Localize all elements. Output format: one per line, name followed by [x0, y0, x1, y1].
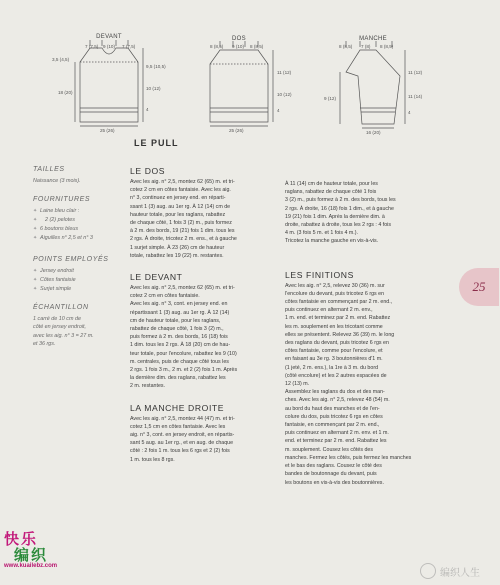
- fournitures-title: FOURNITURES: [33, 195, 91, 203]
- le-devant-title: LE DEVANT: [130, 272, 183, 283]
- text-line: m. centrales, puis de chaque côté tous les: [130, 358, 229, 365]
- fournitures-item: ✦ 2 (2) pelotes: [33, 216, 119, 225]
- text-line: puis formez à 2 m. des bords, 16 (18) fois: [130, 334, 228, 341]
- text-line: répartissant 1 (3) aug. au 1er rg. À 12 (14): [130, 309, 230, 316]
- echantillon-line: côté en jersey endroit,: [33, 324, 87, 331]
- watermark-line2: 编织: [14, 546, 49, 564]
- manche-right-label-3: 4: [408, 110, 411, 115]
- page-heading: LE PULL: [134, 138, 179, 148]
- text-line: Tricotez la manche gauche en vis-à-vis.: [285, 238, 379, 245]
- dos-title: DOS: [232, 36, 246, 42]
- dos-diagram: [210, 41, 273, 126]
- devant-top-label-2: 9 (10): [103, 44, 116, 49]
- dos-top-label-1: 8 (8,5): [210, 44, 224, 49]
- text-line: m. souplement. Cousez les côtés des: [285, 446, 374, 453]
- text-line: rabattez de chaque côté, 1 fois 3 (2) m.,: [130, 326, 224, 333]
- le-devant-text: [130, 284, 270, 391]
- text-line: puis continuez en alternant 2 m. env. et 1 m.: [285, 430, 389, 437]
- manche-continuation-text: [285, 180, 435, 246]
- text-line: hauteur totale, pour les raglans, rabattez: [130, 211, 226, 218]
- echantillon-text: [33, 315, 119, 349]
- echantillon-line: et 36 rgs.: [33, 341, 56, 348]
- text-line: totale, rabattez les 19 (22) m. restantes.: [130, 252, 224, 259]
- text-line: 1 dim. tous les 2 rgs. À 18 (20) cm de hau-: [130, 342, 231, 349]
- text-line: 1 m. end. et terminez par 2 m. end. Rabattez: [285, 315, 391, 322]
- watermark-circle-icon: [420, 563, 436, 579]
- devant-left-label-2: 18 (20): [58, 90, 73, 95]
- points-item: ✦ Côtes fantaisie: [33, 276, 119, 285]
- text-line: elles se présentent. Relevez 36 (39) m. le long: [285, 331, 395, 338]
- text-line: bandes de boutonnage du devant, puis: [285, 471, 377, 478]
- fournitures-item: ✦ Aiguilles n° 2,5 et n° 3: [33, 234, 119, 243]
- text-line: droite, rabattez à droite, tous les 2 rgs : 4 fois: [285, 222, 391, 229]
- text-line: à 2 m. des bords, 19 (21) fois 1 dim. tous les: [130, 228, 235, 235]
- devant-top-label-1: 7 (7,5): [85, 44, 99, 49]
- text-line: les boutons en vis-à-vis des boutonnières.: [285, 479, 384, 486]
- text-line: 2 m. restantes.: [130, 383, 166, 390]
- les-finitions-title: LES FINITIONS: [285, 269, 354, 280]
- page-number-tab: 25: [459, 268, 499, 306]
- right-column: [285, 180, 435, 487]
- text-line: de chaque côté, 1 fois 3 (2) m., puis formez: [130, 220, 232, 227]
- text-line: en faisant au 3e rg. 3 boutonnières d'1 m.: [285, 356, 383, 363]
- manche-top-label-3: 8 (8,5): [380, 44, 394, 49]
- le-dos-title: LE DOS: [130, 166, 166, 176]
- text-line: Avec les aig. n° 2,5, montez 44 (47) m. et tri-: [130, 415, 235, 422]
- devant-right-label-1: 9,5 (10,5): [146, 64, 166, 69]
- text-line: (1 jeté, 2 m. ens.), la 1re à 3 m. du bord: [285, 364, 379, 371]
- manche-top-label-2: 7 (8): [361, 44, 371, 49]
- text-line: ssant 1 (3) aug. au 1er rg. À 12 (14) cm de: [130, 203, 231, 210]
- text-line: Assemblez les raglans du dos et des man-: [285, 389, 385, 396]
- text-line: n° 3, continuez en jersey end. en réparti-: [130, 195, 226, 202]
- manche-title: MANCHE: [359, 36, 387, 42]
- text-line: 4 m. (3 fois 5 m. et 1 fois 4 m.).: [285, 230, 359, 237]
- echantillon-line: avec les aig. n° 3 = 27 m.: [33, 332, 94, 339]
- devant-left-label-1: 3,5 (4,5): [52, 57, 70, 62]
- le-dos-text: [130, 178, 270, 260]
- text-line: et le bas des raglans. Cousez le côté des: [285, 463, 382, 470]
- la-manche-text: [130, 415, 270, 464]
- text-line: ches. Avec les aig. n° 2,5, relevez 48 (54) m.: [285, 397, 390, 404]
- devant-top-label-3: 7 (7,5): [122, 44, 136, 49]
- text-line: côtes fantaisie en commençant par 2 m. end.,: [285, 299, 393, 306]
- manche-top-label-1: 8 (8,5): [339, 44, 353, 49]
- text-line: au bord du haut des manches et de l'en-: [285, 405, 380, 412]
- dos-right-label-3: 4: [277, 108, 280, 113]
- points-list: [33, 267, 119, 294]
- text-line: raglans, rabattez de chaque côté 1 fois: [285, 189, 377, 196]
- echantillon-title: ÉCHANTILLON: [33, 303, 89, 311]
- sidebar: [33, 166, 119, 349]
- text-line: des raglans du devant, puis tricotez 6 rgs en: [285, 340, 389, 347]
- manche-right-label-1: 11 (12): [408, 70, 423, 75]
- text-line: Avec les aig. n° 2,5, relevez 30 (36) m. sur: [285, 282, 385, 289]
- points-item: ✦ Surjet simple: [33, 285, 119, 294]
- text-line: cotez 1,5 cm en côtes fantaisie. Avec les: [130, 423, 226, 430]
- text-line: end. et terminez par 2 m. end. Rabattez les: [285, 438, 387, 445]
- les-finitions-text: [285, 282, 435, 487]
- text-line: Avec les aig. n° 2,5, montez 62 (65) m. et tri-: [130, 285, 235, 292]
- watermark-logo-right: [420, 562, 498, 582]
- text-line: teur totale, pour l'encolure, rabattez les 9 (10): [130, 350, 237, 357]
- text-line: Avec les aig. n° 2,5, montez 62 (65) m. et tri-: [130, 179, 235, 185]
- tailles-text: Naissance (3 mois).: [33, 178, 81, 184]
- text-line: fantaisie, en commençant par 2 m. end.,: [285, 422, 380, 429]
- text-line: côté : 2 fois 1 m. tous les 6 rgs et 2 (2) fois: [130, 448, 230, 455]
- text-line: 19 (21) fois 1 dim. Après la dernière dim. à: [285, 213, 385, 220]
- text-line: sant 5 aug. au 1er rg., et en aug. de chaque: [130, 440, 234, 447]
- text-line: 2 rgs. À droite, 16 (18) fois 1 dim., et à gauche: [285, 205, 394, 212]
- text-line: aig. n° 3, cont. en jersey endroit, en répartis-: [130, 432, 235, 439]
- text-line: cotez 2 cm en côtes fantaisie.: [130, 293, 200, 300]
- devant-right-label-3: 4: [146, 107, 149, 112]
- devant-right-label-2: 10 (12): [146, 86, 161, 91]
- manche-left-label-1: 9 (12): [324, 96, 337, 101]
- text-line: 12 (13) m.: [285, 381, 310, 388]
- fournitures-list: [33, 207, 119, 243]
- text-line: À 11 (14) cm de hauteur totale, pour les: [285, 181, 378, 187]
- text-line: les m. souplement en les tricotant comme: [285, 323, 383, 330]
- text-line: cotez 2 cm en côtes fantaisie. Avec les aig.: [130, 187, 231, 194]
- text-line: 2 rgs. À droite, tricotez 2 m. ens., et à gauche: [130, 236, 237, 243]
- devant-title: DEVANT: [96, 34, 122, 40]
- echantillon-line: 1 carré de 10 cm de: [33, 315, 81, 322]
- text-line: (côté encolure) et les 2 autres espacées de: [285, 372, 387, 379]
- watermark-url: www.kuailebz.com: [4, 563, 58, 569]
- tailles-title: TAILLES: [33, 166, 65, 173]
- dos-top-label-3: 8 (8,5): [250, 44, 264, 49]
- points-item: ✦ Jersey endroit: [33, 267, 119, 276]
- manche-bottom-label: 16 (20): [366, 130, 381, 135]
- text-line: côtes fantaisie, comme pour l'encolure, et: [285, 348, 383, 355]
- devant-diagram: [75, 40, 143, 126]
- points-title: POINTS EMPLOYÉS: [33, 255, 109, 263]
- text-line: manches. Fermez les côtés, puis fermez les manches: [285, 454, 412, 461]
- text-line: puis continuez en alternant 2 m. env.,: [285, 307, 373, 314]
- text-line: la dernière dim. des raglans, rabattez les: [130, 375, 226, 382]
- watermark-line1: 快乐: [4, 530, 39, 548]
- text-line: 1 surjet simple. À 23 (26) cm de hauteur: [130, 244, 225, 251]
- fournitures-item: ✦ 6 boutons bleus: [33, 225, 119, 234]
- text-line: 3 (2) m., puis formez à 2 m. des bords, tous les: [285, 197, 396, 204]
- text-line: cm de hauteur totale, pour les raglans,: [130, 317, 221, 324]
- dos-bottom-label: 25 (26): [229, 128, 244, 133]
- text-line: Avec les aig. n° 3, cont. en jersey end. en: [130, 301, 228, 308]
- dos-right-label-2: 10 (12): [277, 92, 292, 97]
- watermark-right-text: 编织人生: [440, 568, 480, 579]
- text-line: 2 rgs. 1 fois 3 m., 2 m. et 2 (2) fois 1 m. Après: [130, 367, 238, 374]
- dos-top-label-2: 9 (10): [232, 44, 245, 49]
- devant-bottom-label: 25 (26): [100, 128, 115, 133]
- text-line: l'encolure du devant, puis tricotez 6 rgs en: [285, 290, 385, 297]
- dos-right-label-1: 11 (12): [277, 70, 292, 75]
- text-line: 1 m. tous les 8 rgs.: [130, 456, 175, 463]
- watermark-logo-left: [4, 531, 70, 581]
- middle-column: [130, 166, 270, 464]
- manche-right-label-2: 11 (14): [408, 94, 423, 99]
- text-line: colure du dos, puis tricotez 6 rgs en côtes: [285, 413, 383, 420]
- manche-diagram: [340, 41, 405, 128]
- la-manche-title: LA MANCHE DROITE: [130, 402, 225, 413]
- fournitures-item: ✦ Laine bleu clair :: [33, 207, 119, 216]
